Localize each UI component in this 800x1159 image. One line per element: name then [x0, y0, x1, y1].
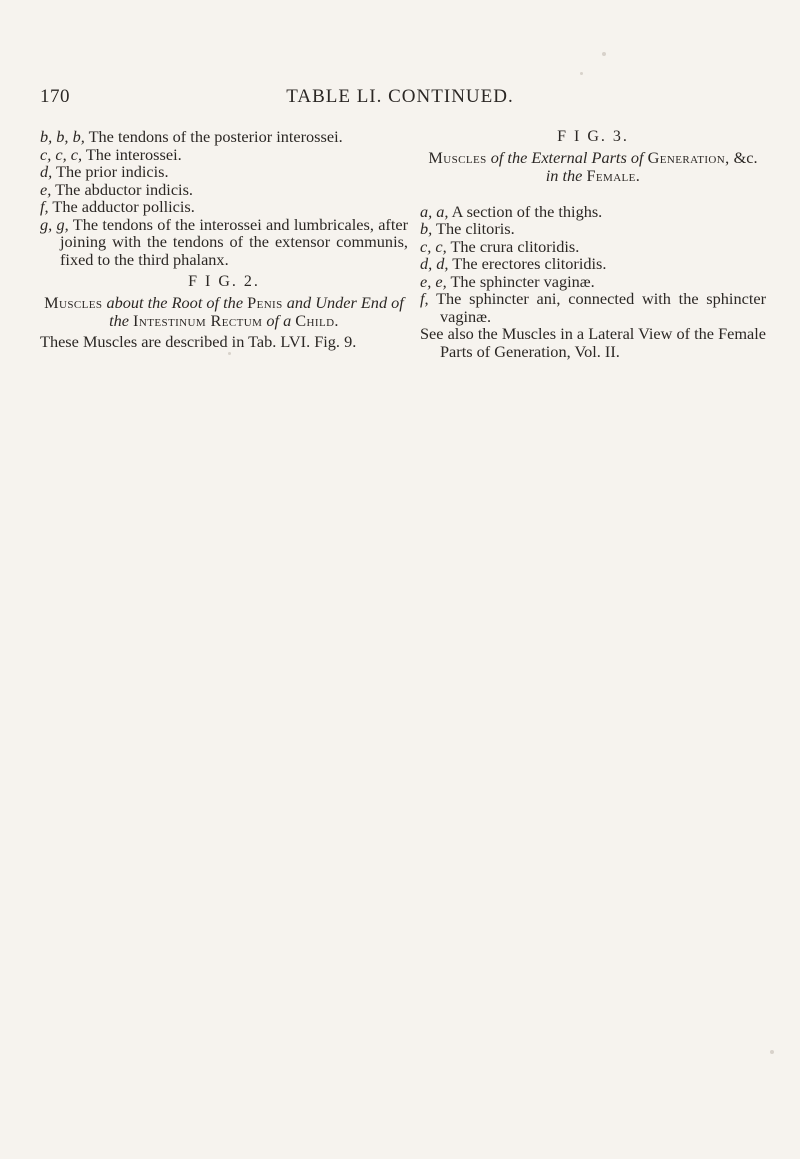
legend-letters: b,	[420, 219, 433, 238]
legend-text: The abductor indicis.	[55, 179, 193, 199]
fig-3-heading: F I G. 3.	[557, 128, 629, 145]
fig-2-note: These Muscles are described in Tab. LVI. Fig. 9.	[40, 331, 357, 351]
legend-entry-d	[40, 163, 408, 181]
right-column	[420, 128, 766, 360]
legend-letters: e,	[40, 179, 52, 199]
legend-letters: d,	[40, 162, 53, 181]
title-part: Intestinum Rectum	[133, 310, 263, 330]
legend-text: The erectores clitoridis.	[452, 254, 607, 273]
legend-text: The tendons of the interossei and lumbricales, after joining with the tendons of the extensor communis, fixed to the third phalanx.	[60, 214, 409, 269]
legend-entry-b	[420, 220, 766, 238]
legend-letters: b, b, b,	[40, 127, 85, 146]
paper-speck	[580, 72, 583, 75]
title-part: Generation,	[647, 147, 730, 167]
legend-text: The adductor pollicis.	[52, 197, 195, 216]
legend-text: The sphincter ani, connected with the sphincter vaginæ.	[436, 289, 766, 326]
legend-entry-d	[420, 255, 766, 273]
title-part: Muscles	[428, 147, 487, 167]
fig-3-title	[420, 149, 766, 185]
title-part: and Under End of the	[109, 292, 404, 330]
legend-text: The tendons of the posterior interossei.	[88, 127, 343, 146]
legend-entry-f	[40, 198, 408, 216]
paper-speck	[770, 1050, 774, 1054]
title-part: about the Root of the	[106, 292, 244, 312]
legend-entry-e	[40, 181, 408, 199]
legend-entry-g	[40, 216, 408, 269]
title-part: of a	[266, 310, 292, 330]
title-part: Penis	[247, 292, 283, 312]
legend-entry-c	[420, 238, 766, 256]
legend-letters: f,	[420, 289, 429, 308]
legend-text: A section of the thighs.	[451, 201, 603, 221]
legend-letters: c, c, c,	[40, 144, 83, 164]
legend-text: The crura clitoridis.	[450, 236, 580, 256]
running-title: TABLE LI. CONTINUED.	[286, 86, 514, 107]
legend-text: The prior indicis.	[56, 162, 169, 181]
title-part: in the	[545, 165, 583, 185]
title-part: Female.	[586, 165, 641, 185]
legend-letters: c, c,	[420, 236, 447, 256]
paper-speck	[602, 52, 606, 56]
legend-letters: d, d,	[420, 254, 449, 273]
title-part: of the External Parts of	[490, 147, 644, 167]
legend-text: The sphincter vaginæ.	[450, 271, 595, 291]
legend-letters: g, g,	[40, 214, 69, 234]
legend-entry-c	[40, 146, 408, 164]
legend-letters: a, a,	[420, 201, 449, 221]
title-part: Muscles	[44, 292, 103, 312]
legend-entry-a	[420, 203, 766, 221]
fig-2-title	[40, 294, 408, 330]
legend-letters: f,	[40, 197, 49, 216]
legend-entry-f	[420, 290, 766, 325]
legend-text: The clitoris.	[436, 219, 515, 238]
legend-entry-e	[420, 273, 766, 291]
fig-2-heading: F I G. 2.	[188, 273, 260, 290]
left-column	[40, 128, 408, 350]
page-number: 170	[40, 86, 70, 107]
title-part: &c.	[733, 147, 758, 167]
legend-text: The interossei.	[85, 144, 182, 164]
legend-entry-b	[40, 128, 408, 146]
fig-3-legend	[420, 203, 766, 361]
legend-letters: e, e,	[420, 271, 447, 291]
title-part: Child.	[295, 310, 339, 330]
fig-3-note: See also the Muscles in a Lateral View of the Female Parts of Generation, Vol. II.	[420, 324, 766, 361]
paper-speck	[228, 352, 231, 355]
